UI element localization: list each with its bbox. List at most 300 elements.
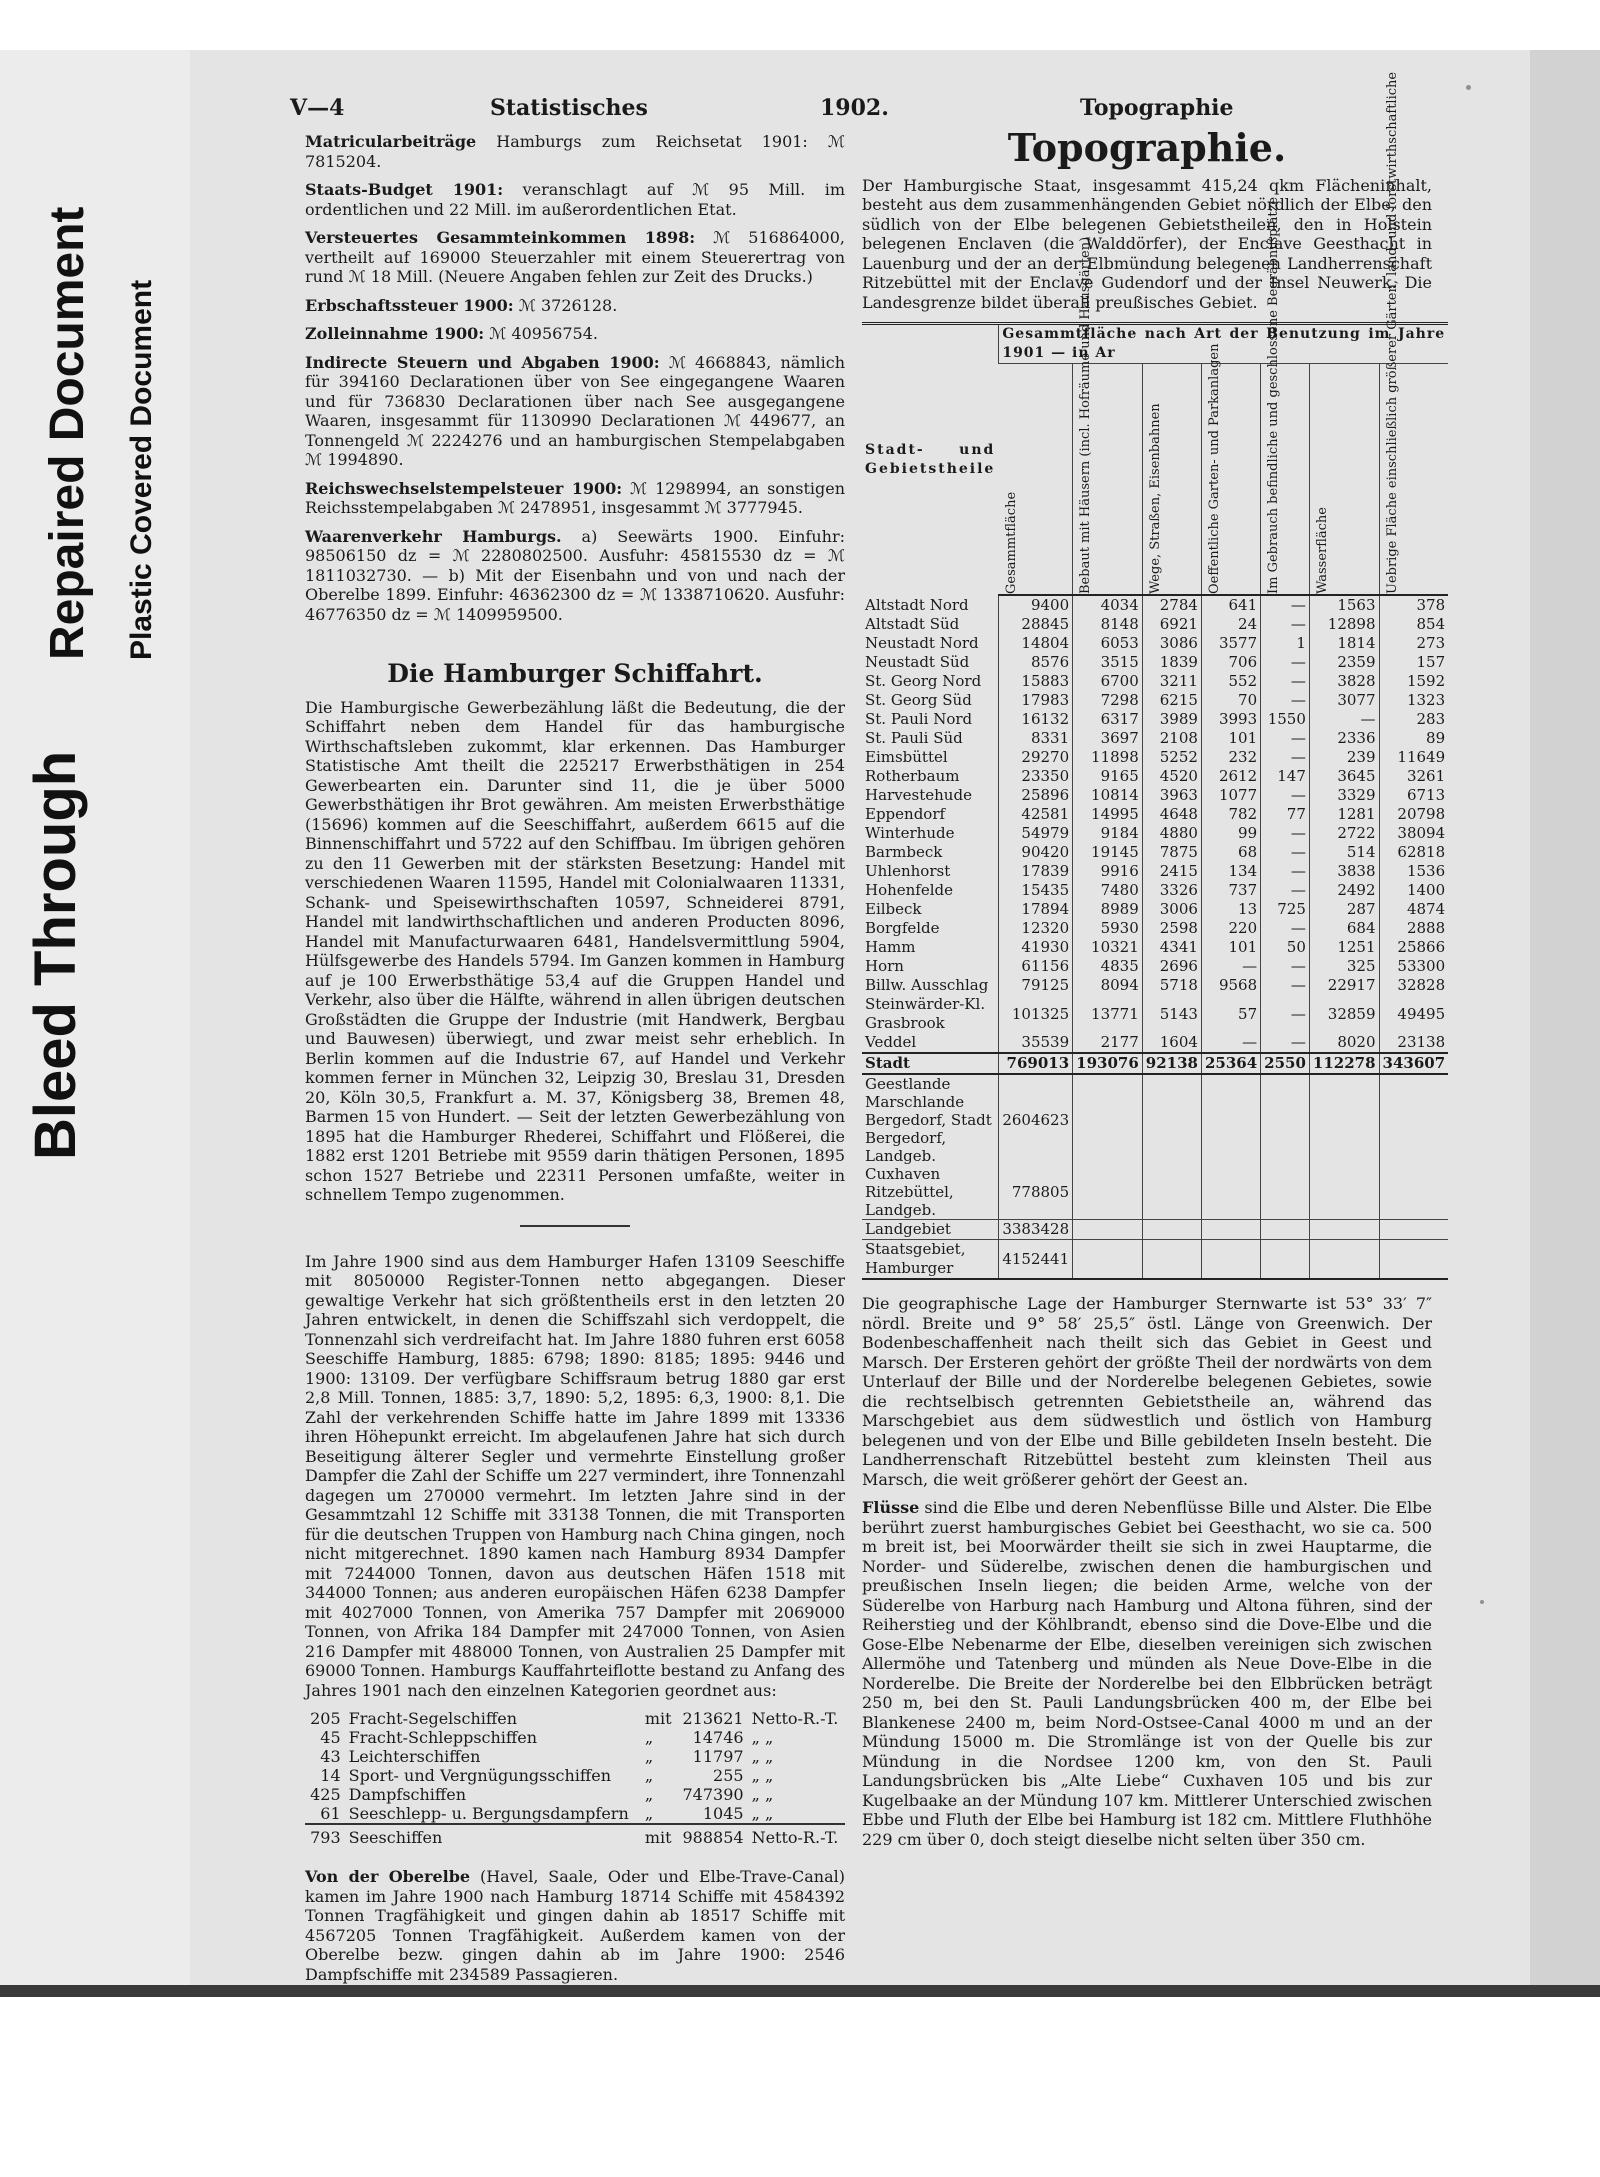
finance-item: [305, 228, 845, 287]
table-cell: 7480: [1073, 881, 1143, 900]
table-cell: 25896: [999, 786, 1073, 805]
fleet-tons: 11797: [692, 1747, 744, 1766]
finance-item: [305, 296, 845, 316]
extra-name: Bergedorf, Landgeb.: [865, 1129, 947, 1165]
finance-item: [305, 180, 845, 219]
total-cell: 343607: [1379, 1053, 1448, 1074]
table-cell: 6215: [1142, 691, 1201, 710]
column-header: [999, 364, 1073, 596]
table-cell: 50: [1261, 938, 1310, 957]
table-row: [862, 786, 1448, 805]
table-cell: 3697: [1073, 729, 1143, 748]
row-name: Veddel: [865, 1033, 917, 1051]
extra-group-2-names: [862, 1165, 999, 1220]
column-header-text: Wasserfläche: [1314, 506, 1330, 594]
table-cell: 38094: [1379, 824, 1448, 843]
table-cell: 79125: [999, 976, 1073, 995]
fleet-row: [305, 1766, 845, 1785]
table-cell: 378: [1379, 595, 1448, 615]
table-cell: 6713: [1379, 786, 1448, 805]
table-cell: —: [1261, 653, 1310, 672]
table-cell: 3006: [1142, 900, 1201, 919]
table-cell: —: [1261, 786, 1310, 805]
table-cell: 24: [1201, 615, 1260, 634]
table-cell: 3086: [1142, 634, 1201, 653]
table-cell: 1536: [1379, 862, 1448, 881]
table-cell: 3989: [1142, 710, 1201, 729]
table-cell: 77: [1261, 805, 1310, 824]
fleet-type: Fracht-Schleppschiffen: [348, 1728, 538, 1747]
row-name: Winterhude: [865, 824, 955, 842]
table-row: [862, 653, 1448, 672]
table-cell: 22917: [1309, 976, 1379, 995]
table-cell: 10321: [1073, 938, 1143, 957]
table-row: [862, 957, 1448, 976]
extra-group-2-value: 778805: [999, 1165, 1073, 1220]
finance-item-text: veranschlagt auf ℳ 95 Mill. im ordentlichen und 22 Mill. im außerordentlichen Etat.: [305, 180, 845, 219]
total-cell: 25364: [1201, 1053, 1260, 1074]
table-cell: 1323: [1379, 691, 1448, 710]
table-cell: 12898: [1309, 615, 1379, 634]
column-header: [1309, 364, 1379, 596]
row-name: Borgfelde: [865, 919, 940, 937]
row-name: Billw. Ausschlag: [865, 976, 989, 994]
table-cell: 157: [1379, 653, 1448, 672]
row-name: Altstadt Süd: [865, 615, 960, 633]
table-cell: 90420: [999, 843, 1073, 862]
table-cell: 2177: [1073, 1033, 1143, 1053]
table-cell: 101325: [999, 995, 1073, 1033]
table-cell: 23138: [1379, 1033, 1448, 1053]
table-cell: 2415: [1142, 862, 1201, 881]
table-total-row: [862, 1053, 1448, 1074]
fleet-unit: Netto-R.-T.: [751, 1709, 839, 1728]
column-header-text: Uebrige Fläche einschließlich größerer Gärten, land- und forstwirthschaftliche: [1384, 71, 1400, 594]
table-cell: 61156: [999, 957, 1073, 976]
plastic-covered-label: Plastic Covered Document: [125, 279, 158, 660]
table-cell: 3261: [1379, 767, 1448, 786]
table-cell: 62818: [1379, 843, 1448, 862]
table-row: [862, 1033, 1448, 1053]
table-row: [862, 748, 1448, 767]
fleet-type: Sport- und Vergnügungsschiffen: [348, 1766, 612, 1785]
table-cell: 8331: [999, 729, 1073, 748]
finance-item-text: Hamburgs zum Reichsetat 1901: ℳ 7815204.: [305, 132, 845, 171]
finance-item-text: ℳ 40956754.: [484, 324, 598, 343]
table-cell: 29270: [999, 748, 1073, 767]
table-cell: 101: [1201, 729, 1260, 748]
table-cell: 5143: [1142, 995, 1201, 1033]
table-cell: 2784: [1142, 595, 1201, 615]
header-left-title: Statistisches: [490, 95, 648, 121]
table-cell: 99: [1201, 824, 1260, 843]
table-cell: 17983: [999, 691, 1073, 710]
table-cell: —: [1261, 615, 1310, 634]
table-cell: 8148: [1073, 615, 1143, 634]
table-row: [862, 881, 1448, 900]
table-cell: 57: [1201, 995, 1260, 1033]
table-row: [862, 900, 1448, 919]
fleet-unit: „ „: [751, 1766, 774, 1785]
table-cell: 6053: [1073, 634, 1143, 653]
row-name: Neustadt Süd: [865, 653, 970, 671]
table-row: [862, 729, 1448, 748]
table-cell: 49495: [1379, 995, 1448, 1033]
table-cell: 325: [1309, 957, 1379, 976]
extra-group-1-value: 2604623: [999, 1074, 1073, 1165]
fleet-row: [305, 1747, 845, 1766]
table-cell: —: [1261, 748, 1310, 767]
table-cell: 53300: [1379, 957, 1448, 976]
row-name: Rotherbaum: [865, 767, 960, 785]
fleet-count: 14: [320, 1766, 341, 1785]
table-cell: 1814: [1309, 634, 1379, 653]
ink-spot: [1466, 85, 1471, 90]
table-row: [862, 805, 1448, 824]
repaired-document-label: Repaired Document: [41, 206, 94, 660]
top-margin: [0, 0, 1600, 50]
section-rule: [520, 1225, 630, 1227]
table-cell: 32828: [1379, 976, 1448, 995]
table-cell: 147: [1261, 767, 1310, 786]
extra-name: Geestlande: [865, 1075, 951, 1093]
staatsgebiet-name: Staatsgebiet, Hamburger: [862, 1240, 999, 1280]
extra-name: Ritzebüttel, Landgeb.: [865, 1183, 954, 1219]
table-cell: 4874: [1379, 900, 1448, 919]
finance-item: [305, 479, 845, 518]
row-name: Hamm: [865, 938, 916, 956]
left-column: [305, 132, 845, 1993]
table-cell: 220: [1201, 919, 1260, 938]
header-section: V—4: [290, 95, 345, 121]
table-cell: 3828: [1309, 672, 1379, 691]
staatsgebiet-value: 4152441: [999, 1240, 1073, 1280]
table-cell: 287: [1309, 900, 1379, 919]
fleet-count: 45: [320, 1728, 341, 1747]
finance-item-head: Staats-Budget 1901:: [305, 180, 504, 199]
finance-item-head: Reichswechselstempelsteuer 1900:: [305, 478, 623, 498]
table-cell: —: [1261, 595, 1310, 615]
table-cell: 1550: [1261, 710, 1310, 729]
table-cell: —: [1261, 957, 1310, 976]
table-cell: 552: [1201, 672, 1260, 691]
column-header: [1142, 364, 1201, 596]
table-cell: 19145: [1073, 843, 1143, 862]
fleet-count: 425: [310, 1785, 341, 1804]
column-header: [1073, 236, 1143, 596]
rivers-text: sind die Elbe und deren Nebenflüsse Bille und Alster. Die Elbe berührt zuerst hamburgisches Gebiet bei Geesthacht, wo sie ca. 500 m breit ist, bei Moorwärder theilt sie sich in zwei Hauptarme, die Norder- und Süderelbe, zwischen denen die hamburgischen und preußischen Inseln liegen; die beiden Arme, welche von der Süderelbe von Harburg nach Hamburg und Altona führen, sind der Reiherstieg und der Köhlbrandt, ebenso sind die Dove-Elbe und die Gose-Elbe Nebenarme der Elbe, dieselben vereinigen sich zwischen Allermöhe und Tatenberg und münden als Neue Dove-Elbe in die Norderelbe. Die Breite der Norderelbe bei den Elbbrücken beträgt 250 m, bei den St. Pauli Landungsbrücken 400 m, der Elbe bei Blankenese 2400 m, beim Nord-Ostsee-Canal 4000 m und an der Mündung 15000 m. Die Stromlänge ist von der Quelle bis zur Mündung in die Nordsee 1200 km, von den St. Pauli Landungsbrücken bis „Alte Liebe“ Cuxhaven 105 und bis zur Kugelbaake an der Mündung 107 km. Mittlerer Unterschied zwischen Ebbe und Fluth der Elbe bei Hamburg ist 182 cm. Mittlere Fluthhöhe 229 cm über 0, doch steigt dieselbe nicht selten über 350 cm.: [862, 1498, 1432, 1849]
finance-item-head: Erbschaftssteuer 1900:: [305, 295, 514, 315]
table-row: [862, 691, 1448, 710]
table-cell: 13771: [1073, 995, 1143, 1033]
table-cell: 28845: [999, 615, 1073, 634]
fleet-pre: mit: [644, 1709, 672, 1728]
table-cell: 25866: [1379, 938, 1448, 957]
table-cell: 3329: [1309, 786, 1379, 805]
table-cell: —: [1261, 862, 1310, 881]
finance-items: [305, 132, 845, 624]
column-header-text: Wege, Straßen, Eisenbahnen: [1147, 403, 1163, 594]
table-cell: —: [1261, 672, 1310, 691]
table-cell: 42581: [999, 805, 1073, 824]
extra-name: Marschlande: [865, 1093, 965, 1111]
table-cell: 4341: [1142, 938, 1201, 957]
total-cell: 769013: [999, 1053, 1073, 1074]
stub-header: Stadt- und Gebietstheile: [865, 442, 996, 477]
table-cell: 3963: [1142, 786, 1201, 805]
row-name: Uhlenhorst: [865, 862, 951, 880]
table-cell: 35539: [999, 1033, 1073, 1053]
ink-spot: [1480, 1600, 1484, 1604]
fleet-tons: 255: [713, 1766, 744, 1785]
table-cell: 2492: [1309, 881, 1379, 900]
table-cell: 8020: [1309, 1033, 1379, 1053]
table-cell: 641: [1201, 595, 1260, 615]
finance-item: [305, 132, 845, 171]
table-row: [862, 843, 1448, 862]
table-cell: 4880: [1142, 824, 1201, 843]
table-cell: 725: [1261, 900, 1310, 919]
schiffahrt-title: Die Hamburger Schiffahrt.: [387, 659, 763, 688]
right-column: [862, 71, 1446, 1858]
table-row: [862, 995, 1448, 1033]
table-cell: 4648: [1142, 805, 1201, 824]
table-cell: 41930: [999, 938, 1073, 957]
row-name: Eppendorf: [865, 805, 946, 823]
fleet-count: 61: [320, 1804, 341, 1823]
table-cell: 9916: [1073, 862, 1143, 881]
column-header: [1201, 343, 1260, 596]
table-cell: 5252: [1142, 748, 1201, 767]
table-cell: —: [1261, 843, 1310, 862]
fleet-count: 205: [310, 1709, 341, 1728]
finance-item-text: ℳ 3726128.: [513, 295, 618, 315]
schiffahrt-paragraph-2: Im Jahre 1900 sind aus dem Hamburger Hafen 13109 Seeschiffe mit 8050000 Register-Tonnen netto abgegangen. Dieser gewaltige Verkehr hat sich größtentheils erst in den letzten 20 Jahren entwickelt, in denen die Schiffszahl sich verdoppelt, die Tonnenzahl sich verdreifacht hat. Im Jahre 1880 fuhren erst 6058 Seeschiffe Hamburg, 1885: 6798; 1890: 8185; 1895: 9446 und 1900: 13109. Der verfügbare Schiffsraum betrug 1880 gar erst 2,8 Mill. Tonnen, 1885: 3,7, 1890: 5,2, 1895: 6,3, 1900: 8,1. Die Zahl der verkehrenden Schiffe hatte im Jahre 1899 mit 13336 ihren Höhepunkt erreicht. Im abgelaufenen Jahre hat sich durch Beseitigung älterer Segler und vermehrte Einstellung großer Dampfer die Zahl der Schiffe um 227 vermindert, ihre Tonnenzahl dagegen um 270000 vermehrt. Im letzten Jahre sind in der Gesammtzahl 12 Schiffe mit 33138 Tonnen, die mit Transporten für die deutschen Truppen von Hamburg nach China gingen, noch nicht mitgerechnet. 1890 kamen nach Hamburg 8934 Dampfer mit 7244000 Tonnen, davon aus deutschen Häfen 1518 mit 344000 Tonnen; aus anderen europäischen Häfen 6238 Dampfer mit 4027000 Tonnen, von Amerika 757 Dampfer mit 2069000 Tonnen, von Afrika 184 Dampfer mit 247000 Tonnen, von Asien 216 Dampfer mit 488000 Tonnen, von Australien 25 Dampfer mit 69000 Tonnen. Hamburgs Kauffahrteiflotte bestand zu Anfang des Jahres 1901 nach den einzelnen Kategorien geordnet aus:: [305, 1251, 845, 1700]
table-cell: 273: [1379, 634, 1448, 653]
extra-name: Cuxhaven: [865, 1165, 941, 1183]
table-cell: 11649: [1379, 748, 1448, 767]
table-cell: 1251: [1309, 938, 1379, 957]
table-cell: 11898: [1073, 748, 1143, 767]
table-cell: 706: [1201, 653, 1260, 672]
table-cell: 1563: [1309, 595, 1379, 615]
table-row: [862, 862, 1448, 881]
column-header-text: Im Gebrauch befindliche und geschlossene Begräbnißplätze: [1266, 196, 1282, 594]
table-cell: 10814: [1073, 786, 1143, 805]
fleet-type: Dampfschiffen: [348, 1785, 467, 1804]
row-name: Eilbeck: [865, 900, 922, 918]
table-row: [862, 824, 1448, 843]
finance-item-text: ℳ 4668843, nämlich für 394160 Declarationen über von See eingegangene Waaren und für 736830 Declarationen über nach See ausgegangene Waaren, insgesammt für 1130990 Declarationen ℳ 449677, an Tonnengeld ℳ 2224276 und an hamburgischen Stempelabgaben ℳ 1994890.: [305, 352, 845, 469]
rivers-head: Flüsse: [862, 1498, 920, 1517]
finance-item-text: ℳ 1298994, an sonstigen Reichsstempelabgaben ℳ 2478951, insgesammt ℳ 3777945.: [305, 478, 846, 517]
table-cell: 6921: [1142, 615, 1201, 634]
column-header: [1379, 71, 1448, 596]
table-cell: 15435: [999, 881, 1073, 900]
row-name: St. Pauli Süd: [865, 729, 963, 747]
row-name: Barmbeck: [865, 843, 943, 861]
table-cell: 17894: [999, 900, 1073, 919]
row-name: Steinwärder-Kl. Grasbrook: [865, 995, 986, 1032]
bleed-through-label: Bleed Through: [23, 750, 88, 1160]
table-cell: 3645: [1309, 767, 1379, 786]
table-cell: 5718: [1142, 976, 1201, 995]
table-cell: 239: [1309, 748, 1379, 767]
finance-item-head: Versteuertes Gesammteinkommen 1898:: [305, 228, 696, 247]
table-cell: —: [1261, 729, 1310, 748]
table-cell: 20798: [1379, 805, 1448, 824]
fleet-tons: 14746: [692, 1728, 744, 1747]
header-year: 1902.: [820, 95, 889, 121]
fleet-type: Fracht-Segelschiffen: [348, 1709, 518, 1728]
table-cell: 89: [1379, 729, 1448, 748]
extra-group-1-names: [862, 1074, 999, 1165]
table-cell: 134: [1201, 862, 1260, 881]
finance-item: [305, 527, 845, 625]
table-cell: 2696: [1142, 957, 1201, 976]
fleet-tons: 213621: [682, 1709, 744, 1728]
table-cell: 23350: [999, 767, 1073, 786]
finance-item-head: Waarenverkehr Hamburgs.: [305, 526, 562, 546]
table-cell: —: [1261, 976, 1310, 995]
schiffahrt-paragraph-1: Die Hamburgische Gewerbezählung läßt die Bedeutung, die der Schiffahrt neben dem Handel für das hamburgische Wirthschaftsleben zukommt, klar erkennen. Das Hamburger Statistische Amt theilt die 225217 Erwerbsthätigen in 254 Gewerbearten ein. Darunter sind 11, die je über 5000 Gewerbsthätigen ihr Brot gewähren. Am meisten Erwerbsthätige (15696) kommen auf die Seeschiffahrt, außerdem 6615 auf die Binnenschiffahrt und 5722 auf den Schiffbau. Im übrigen gehören zu den 11 Gewerben mit der stärksten Besetzung: Handel mit verschiedenen Waaren 11595, Handel mit Colonialwaaren 11331, Schank- und Speisewirthschaften 10597, Schneiderei 8791, Handel mit landwirthschaftlichen und anderen Producten 8096, Handel mit Manufacturwaaren 6481, Handelsvermittlung 5904, Hülfsgewerbe des Handels 5794. Im Ganzen kommen in Hamburg auf je 100 Erwerbsthätige 53,4 auf die Gruppen Handel und Verkehr, also über die Hälfte, während in allen übrigen deutschen Großstädten die Gruppe der Industrie (mit Handwerk, Bergbau und Bauwesen) überwiegt, und zwar meist sehr erheblich. In Berlin kommen auf die Industrie 67, auf Handel und Verkehr kommen ferner in München 32, Leipzig 30, Breslau 31, Dresden 20, Köln 30,5, Frankfurt a. M. 37, Königsberg 38, Bremen 48, Barmen 15 von Hundert. — Seit der letzten Gewerbezählung von 1895 hat die Hamburger Rhederei, Schiffahrt und Flößerei, die 1882 erst 1201 Betriebe mit 9559 darin thätigen Personen, 1895 schon 1527 Betriebe und 22311 Personen umfaßte, weiter in schnellem Tempo zugenommen.: [305, 697, 845, 1204]
fleet-count: 43: [320, 1747, 341, 1766]
column-header-text: Gesammtfläche: [1003, 491, 1019, 594]
table-cell: 12320: [999, 919, 1073, 938]
fleet-unit: „ „: [751, 1747, 774, 1766]
fleet-total-row: [305, 1824, 845, 1847]
table-cell: 1077: [1201, 786, 1260, 805]
oberelbe-head: Von der Oberelbe: [305, 1867, 471, 1886]
fleet-unit: „ „: [751, 1804, 774, 1823]
table-row: [862, 919, 1448, 938]
table-cell: —: [1261, 995, 1310, 1033]
table-cell: 14995: [1073, 805, 1143, 824]
table-cell: 15883: [999, 672, 1073, 691]
table-cell: 17839: [999, 862, 1073, 881]
column-header-text: Bebaut mit Häusern (incl. Hofräume und Hausgärten): [1078, 236, 1094, 594]
row-name: Neustadt Nord: [865, 634, 979, 652]
table-row: [862, 595, 1448, 615]
table-cell: 782: [1201, 805, 1260, 824]
table-cell: 232: [1201, 748, 1260, 767]
table-cell: —: [1309, 710, 1379, 729]
table-cell: —: [1261, 1033, 1310, 1053]
finance-item-head: Indirecte Steuern und Abgaben 1900:: [305, 352, 660, 372]
total-cell: 112278: [1309, 1053, 1379, 1074]
extra-name: Bergedorf, Stadt: [865, 1111, 992, 1129]
landgebiet-name: Landgebiet: [862, 1220, 999, 1240]
row-name: Eimsbüttel: [865, 748, 948, 766]
row-name: Hohenfelde: [865, 881, 954, 899]
landgebiet-row: [862, 1220, 1448, 1240]
table-cell: 3326: [1142, 881, 1201, 900]
staatsgebiet-row: [862, 1240, 1448, 1280]
table-cell: 4034: [1073, 595, 1143, 615]
table-cell: 1281: [1309, 805, 1379, 824]
table-row: [862, 672, 1448, 691]
table-cell: 283: [1379, 710, 1448, 729]
table-cell: 2336: [1309, 729, 1379, 748]
table-cell: 3838: [1309, 862, 1379, 881]
fleet-total-type: Seeschiffen: [345, 1824, 641, 1847]
table-cell: 9165: [1073, 767, 1143, 786]
table-cell: —: [1261, 881, 1310, 900]
table-cell: 2598: [1142, 919, 1201, 938]
table-cell: 1604: [1142, 1033, 1201, 1053]
table-cell: —: [1261, 824, 1310, 843]
oberelbe-text: (Havel, Saale, Oder und Elbe-Trave-Canal) kamen im Jahre 1900 nach Hamburg 18714 Schiffe mit 4584392 Tonnen Tragfähigkeit und gingen dahin ab 18517 Schiffe mit 4567205 Tonnen Tragfähigkeit. Außerdem kamen von der Oberelbe bezw. gingen dahin ab im Jahre 1900: 2546 Dampfschiffe mit 234589 Passagieren.: [305, 1867, 846, 1984]
fleet-unit: „ „: [751, 1728, 774, 1747]
table-row: [862, 710, 1448, 729]
table-cell: 3515: [1073, 653, 1143, 672]
fleet-row: [305, 1785, 845, 1804]
row-name: Horn: [865, 957, 904, 975]
table-cell: 2359: [1309, 653, 1379, 672]
fleet-pre: „: [644, 1728, 654, 1747]
table-cell: 8989: [1073, 900, 1143, 919]
table-cell: 1400: [1379, 881, 1448, 900]
total-cell: 92138: [1142, 1053, 1201, 1074]
table-cell: 514: [1309, 843, 1379, 862]
fleet-total-unit: Netto-R.-T.: [748, 1824, 845, 1847]
fleet-row: [305, 1709, 845, 1728]
fleet-row: [305, 1804, 845, 1824]
table-cell: 2888: [1379, 919, 1448, 938]
table-cell: 854: [1379, 615, 1448, 634]
fleet-pre: „: [644, 1804, 654, 1823]
table-cell: 68: [1201, 843, 1260, 862]
table-cell: 101: [1201, 938, 1260, 957]
table-cell: —: [1261, 919, 1310, 938]
table-cell: 13: [1201, 900, 1260, 919]
table-cell: 8576: [999, 653, 1073, 672]
total-name: Stadt: [862, 1053, 999, 1074]
table-cell: 1: [1261, 634, 1310, 653]
table-cell: 70: [1201, 691, 1260, 710]
fleet-total-pre: mit: [641, 1824, 677, 1847]
fleet-tons: 747390: [682, 1785, 744, 1804]
finance-item-head: Zolleinnahme 1900:: [305, 324, 485, 343]
table-cell: 1839: [1142, 653, 1201, 672]
table-cell: 4835: [1073, 957, 1143, 976]
table-cell: 3993: [1201, 710, 1260, 729]
table-cell: 54979: [999, 824, 1073, 843]
fleet-type: Seeschlepp- u. Bergungsdampfern: [348, 1804, 629, 1823]
right-page-edge: [1530, 50, 1600, 1995]
table-cell: 1592: [1379, 672, 1448, 691]
finance-item: [305, 324, 845, 344]
fleet-type: Leichterschiffen: [348, 1747, 481, 1766]
table-row: [862, 615, 1448, 634]
table-cell: 9568: [1201, 976, 1260, 995]
group-header: Gesammtfläche nach Art der Benutzung im Jahre 1901 — in Ar: [999, 324, 1448, 364]
table-cell: 14804: [999, 634, 1073, 653]
fleet-row: [305, 1728, 845, 1747]
finance-item-head: Matricularbeiträge: [305, 132, 477, 151]
row-name: St. Georg Süd: [865, 691, 972, 709]
table-row: [862, 938, 1448, 957]
extra-group-2-row: [862, 1165, 1448, 1220]
table-cell: 6700: [1073, 672, 1143, 691]
fleet-tons: 1045: [702, 1804, 744, 1823]
row-name: Altstadt Nord: [865, 595, 969, 614]
row-name: St. Georg Nord: [865, 672, 982, 690]
table-cell: 684: [1309, 919, 1379, 938]
fleet-total-count: 793: [305, 1824, 345, 1847]
landgebiet-value: 3383428: [999, 1220, 1073, 1240]
fleet-total-tons: 988854: [677, 1824, 748, 1847]
